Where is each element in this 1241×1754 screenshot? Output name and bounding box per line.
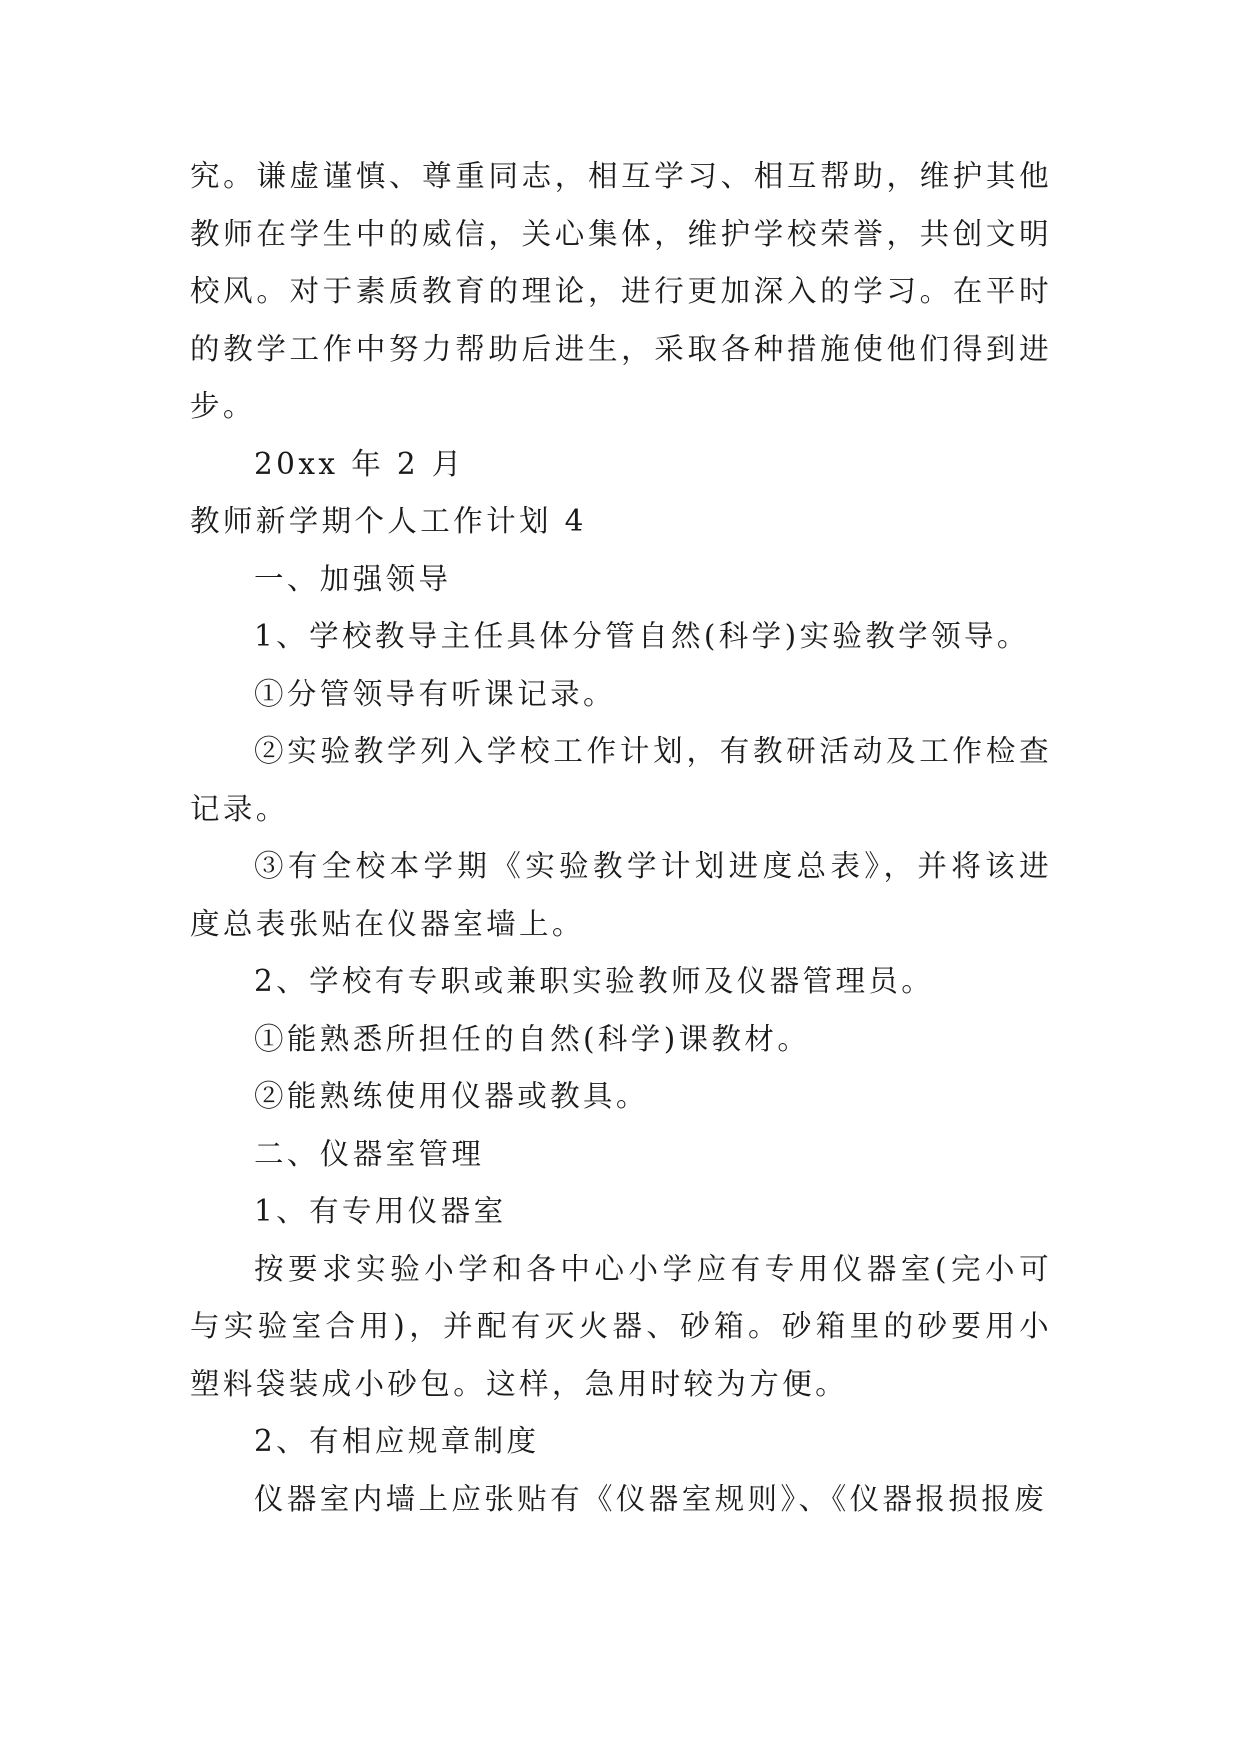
list-item: 1、有专用仪器室 [254,1194,507,1228]
list-item: ②能熟练使用仪器或教具。 [254,1079,649,1113]
list-item: 2、学校有专职或兼职实验教师及仪器管理员。 [254,964,935,998]
document-page [190,148,1052,1528]
date-line: 20xx 年 2 月 [254,446,465,481]
list-item: ①分管领导有听课记录。 [254,676,616,711]
heading-1: 一、加强领导 [254,561,452,596]
section-title: 教师新学期个人工作计划 4 [190,504,587,538]
heading-2: 二、仪器室管理 [254,1136,485,1171]
list-item: 1、学校教导主任具体分管自然(科学)实验教学领导。 [254,619,1030,653]
body-paragraph: 究。谦虚谨慎、尊重同志，相互学习、相互帮助，维护其他教师在学生中的威信，关心集体，维护学校荣誉，共创文明校风。对于素质教育的理论，进行更加深入的学习。在平时的教学工作中努力帮助后进生，采取各种措施使他们得到进步。 [190,159,1052,423]
list-item: ②实验教学列入学校工作计划，有教研活动及工作检查记录。 [190,734,1052,826]
body-paragraph: 按要求实验小学和各中心小学应有专用仪器室(完小可与实验室合用)，并配有灭火器、砂箱。砂箱里的砂要用小塑料袋装成小砂包。这样，急用时较为方便。 [190,1251,1052,1401]
list-item: ①能熟悉所担任的自然(科学)课教材。 [254,1021,811,1056]
list-item: ③有全校本学期《实验教学计划进度总表》，并将该进度总表张贴在仪器室墙上。 [190,849,1052,941]
list-item: 2、有相应规章制度 [254,1424,540,1458]
body-paragraph: 仪器室内墙上应张贴有《仪器室规则》、《仪器报损报废 [254,1481,1048,1516]
